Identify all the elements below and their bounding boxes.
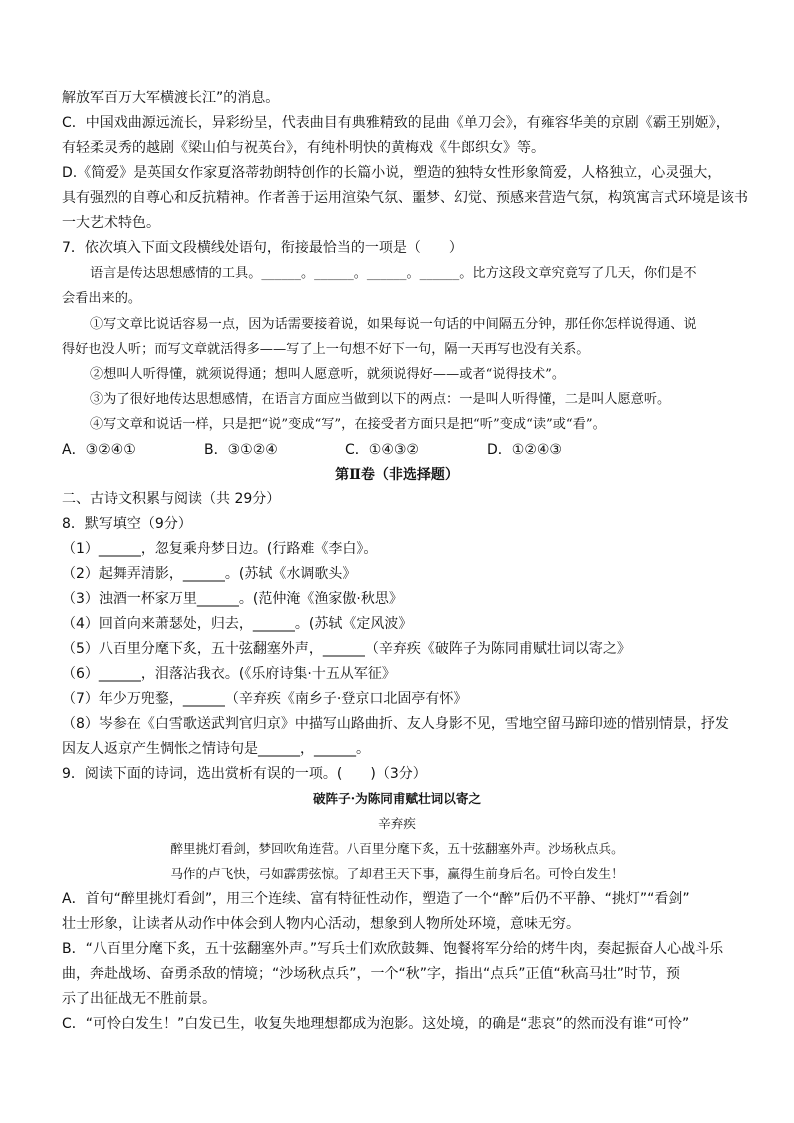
question-7-option-c: C．①④③② bbox=[345, 442, 419, 458]
question-7-option-d: D．①②④③ bbox=[487, 442, 562, 458]
text-line: 具有强烈的自尊心和反抗精神。作者善于运用渲染气氛、噩梦、幻觉、预感来营造气氛，构筑寓言式环境是该书 bbox=[62, 190, 748, 206]
poem-line: 马作的卢飞快，弓如霹雳弦惊。了却君王天下事，赢得生前身后名。可怜白发生！ bbox=[170, 866, 624, 881]
question-7-stem: 7．依次填入下面文段横线处语句，衔接最恰当的一项是（ ） bbox=[62, 240, 463, 256]
question-7-option-a: A．③②④① bbox=[62, 442, 136, 458]
question-7-sentence-1: 得好也没人听；而写文章就活得多——写了上一句想不好下一句，隔一天再写也没有关系。 bbox=[62, 342, 590, 357]
question-8-item-6: （6）______，泪落沾我衣。(《乐府诗集·十五从军征》 bbox=[62, 666, 396, 682]
question-8-item-8: （8）岑参在《白雪歌送武判官归京》中描写山路曲折、友人身影不见，雪地空留马蹄印迹的惜别情景，抒发 bbox=[62, 716, 729, 732]
question-8-item-3: （3）浊酒一杯家万里______。(范仲淹《渔家傲·秋思》 bbox=[62, 591, 403, 607]
text-line: 曲，奔赴战场、奋勇杀敌的情境；“沙场秋点兵”，一个“秋”字，指出“点兵”正值“秋高马壮”时节，预 bbox=[62, 966, 681, 982]
question-7-sentence-2: ②想叫人听得懂，就须说得通；想叫人愿意听，就须说得好——或者“说得技术”。 bbox=[90, 367, 566, 382]
question-9-stem: 9．阅读下面的诗词，选出赏析有误的一项。( )（3分） bbox=[62, 766, 427, 782]
text-line: 一大艺术特色。 bbox=[62, 215, 160, 231]
text-line: 示了出征战无不胜前景。 bbox=[62, 991, 216, 1007]
poem-title: 破阵子·为陈同甫赋壮词以寄之 bbox=[312, 791, 482, 806]
text-line: 解放军百万大军横渡长江”的消息。 bbox=[62, 90, 280, 106]
question-8-item-2: （2）起舞弄清影，______。(苏轼《水调歌头》 bbox=[62, 566, 357, 582]
poem-line: 醉里挑灯看剑，梦回吹角连营。八百里分麾下炙，五十弦翻塞外声。沙场秋点兵。 bbox=[170, 841, 624, 856]
text-line: 壮士形象，让读者从动作中体会到人物内心活动，想象到人物所处环境，意味无穷。 bbox=[62, 916, 580, 932]
text-line: 有轻柔灵秀的越剧《梁山伯与祝英台》，有纯朴明快的黄梅戏《牛郎织女》等。 bbox=[62, 140, 545, 156]
question-9-option-a: A．首句“醉里挑灯看剑”，用三个连续、富有特征性动作，塑造了一个“醉”后仍不平静、“挑灯”“看剑” bbox=[62, 891, 690, 907]
question-8-item-7: （7）年少万兜鍪，______（辛弃疾《南乡子·登京口北固亭有怀》 bbox=[62, 691, 468, 707]
section-heading: 二、古诗文积累与阅读（共 29分） bbox=[62, 491, 281, 507]
question-8-item-5: （5）八百里分麾下炙，五十弦翻塞外声，______（辛弃疾《破阵子为陈同甫赋壮词以寄之》 bbox=[62, 641, 631, 657]
option-6c-line: C．中国戏曲源远流长，异彩纷呈，代表曲目有典雅精致的昆曲《单刀会》，有雍容华美的京剧《霸王别姬》， bbox=[62, 115, 730, 131]
question-9-option-c: C．“可怜白发生！”白发已生，收复失地理想都成为泡影。这处境，的确是“悲哀”的然而没有谁“可怜” bbox=[62, 1016, 690, 1032]
question-8-stem: 8．默写填空（9分） bbox=[62, 516, 192, 532]
option-6d-line: D.《简爱》是英国女作家夏洛蒂勃朗特创作的长篇小说，塑造的独特女性形象简爱，人格独立，心灵强大， bbox=[62, 165, 722, 181]
section-title: 第Ⅱ卷（非选择题） bbox=[335, 467, 459, 483]
question-7-sentence-1: ①写文章比说话容易一点，因为话需要接着说，如果每说一句话的中间隔五分钟，那任你怎样说得通、说 bbox=[90, 317, 697, 332]
question-9-option-b: B．“八百里分麾下炙，五十弦翻塞外声。”写兵士们欢欣鼓舞、饱餐将军分给的烤牛肉，奏起振奋人心战斗乐 bbox=[62, 941, 724, 957]
question-7-sentence-3: ③为了很好地传达思想感情，在语言方面应当做到以下的两点：一是叫人听得懂，二是叫人愿意听。 bbox=[90, 392, 671, 407]
question-8-item-8: 因友人返京产生惆怅之情诗句是______，______。 bbox=[62, 741, 370, 757]
question-7-option-b: B．③①②④ bbox=[204, 442, 278, 458]
poem-author: 辛弃疾 bbox=[378, 816, 416, 831]
question-8-item-4: （4）回首向来萧瑟处，归去，______。(苏轼《定风波》 bbox=[62, 616, 413, 632]
question-8-item-1: （1）______，忽复乘舟梦日边。(行路难《李白》。 bbox=[62, 541, 378, 557]
question-7-passage: 会看出来的。 bbox=[62, 291, 142, 306]
question-7-passage: 语言是传达思想感情的工具。______。______。______。______。比方这段文章究竟写了几天，你们是不 bbox=[90, 266, 697, 281]
question-7-sentence-4: ④写文章和说话一样，只是把“说”变成“写”，在接受者方面只是把“听”变成“读”或“看”。 bbox=[90, 417, 606, 432]
